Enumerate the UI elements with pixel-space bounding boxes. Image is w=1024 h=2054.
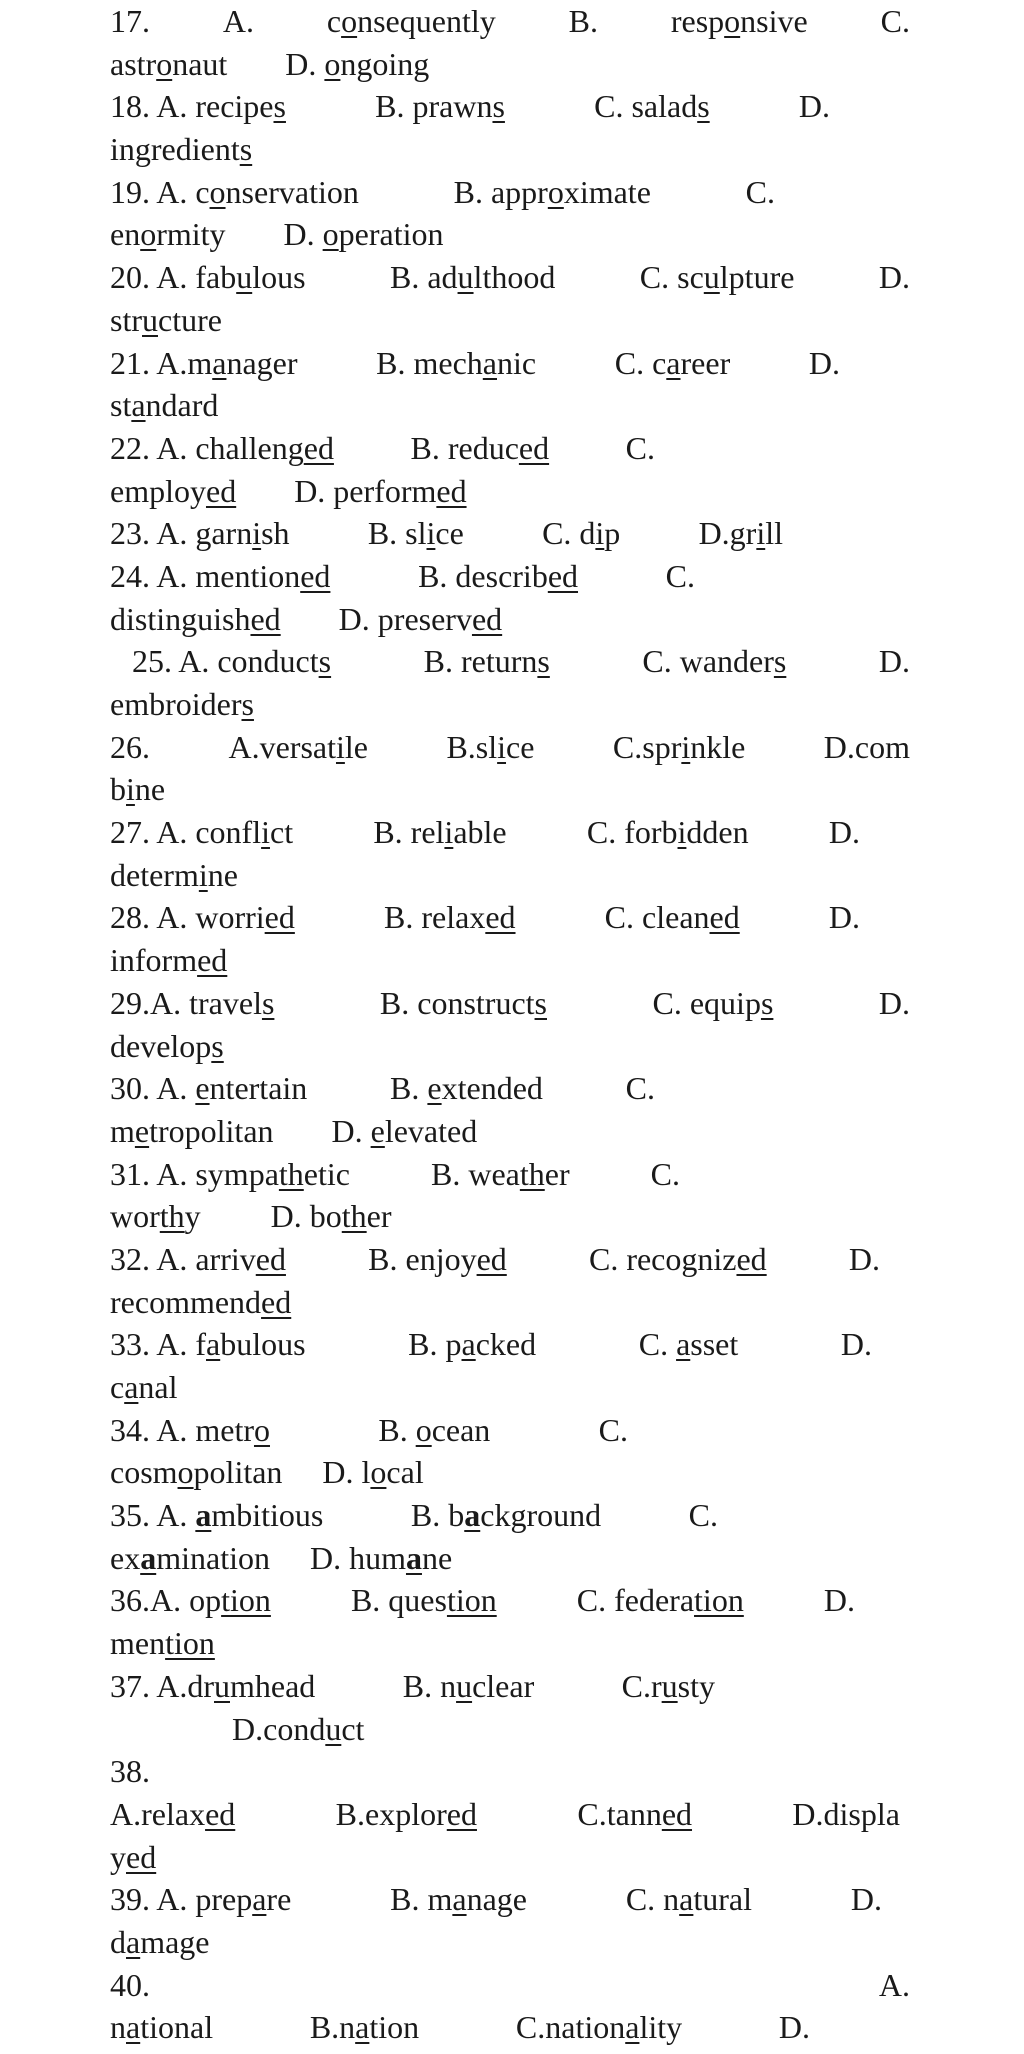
token: consequently (326, 3, 496, 39)
token: B. returns (423, 643, 550, 680)
token: 18. A. recipes (110, 88, 286, 125)
token: C. (745, 173, 775, 210)
token: D. local (322, 1454, 424, 1491)
token: B. mechanic (376, 344, 537, 381)
token: astronaut (110, 45, 228, 82)
token: C.sprinkle (612, 728, 746, 765)
token: 24. A. mentioned (110, 557, 331, 594)
token: 20. A. fabulous (110, 259, 306, 296)
sheet-line (110, 1622, 910, 1665)
token: 27. A. conflict (110, 814, 294, 851)
token: 26. (110, 728, 150, 765)
token: D. (808, 344, 840, 381)
token: D. (823, 1582, 855, 1619)
token: D. (828, 899, 860, 936)
sheet-line (110, 1878, 882, 1921)
token: structure (110, 301, 222, 338)
token: 31. A. sympathetic (110, 1155, 350, 1192)
sheet-line (110, 1409, 628, 1452)
sheet-line (110, 982, 910, 1025)
sheet-line (110, 299, 910, 342)
sheet-line (110, 1323, 872, 1366)
sheet-line (110, 768, 910, 811)
token: C. federation (576, 1582, 744, 1619)
token: B. nuclear (402, 1667, 535, 1704)
sheet-line (110, 171, 775, 214)
sheet-line (110, 598, 910, 641)
token: B. background (410, 1497, 602, 1534)
token: D. (798, 88, 830, 125)
sheet-line (110, 1537, 910, 1580)
token: 36.A. option (110, 1582, 271, 1619)
sheet-line (110, 1793, 900, 1836)
token: 25. A. conducts (132, 643, 332, 680)
token: D. (840, 1326, 872, 1363)
question-sheet (110, 0, 910, 2049)
token: D. ongoing (285, 45, 430, 82)
token: employed (110, 472, 237, 509)
token: cosmopolitan (110, 1454, 283, 1491)
token: informed (110, 942, 228, 979)
sheet-line (110, 1494, 718, 1537)
token: examination (110, 1539, 270, 1576)
token: D. elevated (331, 1112, 478, 1149)
token: bine (110, 771, 166, 808)
token: C. wanders (642, 643, 787, 680)
sheet-line (110, 1366, 910, 1409)
sheet-line (110, 1281, 910, 1324)
token: C. career (614, 344, 731, 381)
sheet-line (110, 854, 910, 897)
token: D. (850, 1881, 882, 1918)
token: C. (880, 3, 910, 39)
token: B. (568, 3, 598, 39)
sheet-line (110, 1708, 910, 1751)
token: responsive (670, 3, 808, 39)
token: 29.A. travels (110, 984, 275, 1021)
sheet-line (110, 43, 910, 86)
sheet-line (110, 1025, 910, 1068)
sheet-line (110, 85, 830, 128)
sheet-line (110, 1665, 715, 1708)
token: D. (828, 814, 860, 851)
token: 39. A. prepare (110, 1881, 292, 1918)
token: D. (878, 643, 910, 680)
sheet-line (110, 427, 655, 470)
token: D.grill (698, 515, 783, 552)
token: C. sculpture (639, 259, 795, 296)
sheet-line (110, 1750, 910, 1793)
sheet-line (110, 1451, 910, 1494)
token: mention (110, 1625, 215, 1662)
sheet-line (110, 1964, 910, 2007)
sheet-line (110, 1153, 680, 1196)
token: B. prawns (375, 88, 505, 125)
token: determine (110, 856, 238, 893)
token: C. (665, 557, 695, 594)
token: D. (778, 2009, 810, 2046)
token: C. (688, 1497, 718, 1534)
token: worthy (110, 1198, 201, 1235)
token: C. (625, 429, 655, 466)
sheet-line (110, 128, 910, 171)
token: 21. A.manager (110, 344, 298, 381)
token: 37. A.drumhead (110, 1667, 316, 1704)
token: A.relaxed (110, 1795, 236, 1832)
token: D. (848, 1240, 880, 1277)
sheet-line (110, 342, 840, 385)
sheet-line (110, 0, 910, 43)
token: B. manage (390, 1881, 527, 1918)
sheet-line (110, 1921, 910, 1964)
token: 34. A. metro (110, 1411, 270, 1448)
token: C. (598, 1411, 628, 1448)
token: D. preserved (338, 600, 503, 637)
token: C.tanned (577, 1795, 693, 1832)
sheet-line (110, 512, 783, 555)
token: 33. A. fabulous (110, 1326, 306, 1363)
token: B. packed (408, 1326, 537, 1363)
token: D. bother (270, 1198, 392, 1235)
token: C.rusty (621, 1667, 715, 1704)
sheet-line (110, 470, 910, 513)
token: C. dip (542, 515, 621, 552)
token: B. extended (390, 1070, 543, 1107)
sheet-line (110, 683, 910, 726)
token: D.com (823, 728, 910, 765)
token: B. reliable (373, 814, 507, 851)
token: B. adulthood (390, 259, 556, 296)
sheet-line (110, 1067, 655, 1110)
token: B. reduced (410, 429, 550, 466)
token: B. described (418, 557, 579, 594)
token: C. cleaned (604, 899, 740, 936)
token: develops (110, 1027, 224, 1064)
sheet-line (110, 1836, 910, 1879)
sheet-line (110, 1110, 910, 1153)
token: ingredients (110, 131, 253, 168)
token: C. (650, 1155, 680, 1192)
token: A. (222, 3, 254, 39)
token: D.displa (792, 1795, 900, 1832)
token: C. asset (638, 1326, 739, 1363)
token: 38. (110, 1753, 150, 1790)
token: 35. A. ambitious (110, 1497, 324, 1534)
token: 30. A. entertain (110, 1070, 308, 1107)
token: enormity (110, 216, 226, 253)
token: B. enjoyed (368, 1240, 507, 1277)
sheet-line (110, 1195, 910, 1238)
sheet-line (110, 384, 910, 427)
sheet-line (110, 213, 910, 256)
token: C. equips (652, 984, 774, 1021)
token: 17. (110, 3, 150, 39)
sheet-line (110, 726, 910, 769)
sheet-line (110, 1579, 855, 1622)
token: standard (110, 387, 219, 424)
token: B.explored (335, 1795, 477, 1832)
sheet-line (110, 939, 910, 982)
token: B. slice (367, 515, 464, 552)
token: 22. A. challenged (110, 429, 334, 466)
token: D. (878, 984, 910, 1021)
token: canal (110, 1369, 178, 1405)
token: D. humane (309, 1539, 453, 1576)
token: national (110, 2009, 214, 2046)
token: C. (625, 1070, 655, 1107)
token: D.conduct (232, 1710, 365, 1747)
token: C. natural (625, 1881, 753, 1918)
token: A. (878, 1966, 910, 2003)
sheet-line (110, 555, 695, 598)
token: B. approximate (453, 173, 651, 210)
token: D. (878, 259, 910, 296)
token: 23. A. garnish (110, 515, 290, 552)
token: 32. A. arrived (110, 1240, 286, 1277)
token: distinguished (110, 600, 281, 637)
token: D. performed (294, 472, 467, 509)
token: D. operation (283, 216, 444, 253)
token: B. constructs (379, 984, 547, 1021)
token: B.nation (309, 2009, 420, 2046)
token: B. ocean (378, 1411, 491, 1448)
token: B.slice (446, 728, 535, 765)
token: embroiders (110, 686, 254, 722)
token: recommended (110, 1283, 292, 1320)
token: B. relaxed (384, 899, 516, 936)
sheet-line (110, 640, 910, 683)
token: damage (110, 1923, 210, 1960)
sheet-line (110, 1238, 880, 1281)
token: 19. A. conservation (110, 173, 359, 210)
token: C. forbidden (586, 814, 749, 851)
sheet-line (110, 2006, 810, 2049)
token: B. weather (431, 1155, 570, 1192)
sheet-line (110, 811, 860, 854)
token: 40. (110, 1966, 150, 2003)
sheet-line (110, 256, 910, 299)
token: C.nationality (515, 2009, 683, 2046)
token: 28. A. worried (110, 899, 295, 936)
token: metropolitan (110, 1112, 274, 1149)
token: C. salads (594, 88, 710, 125)
token: B. question (350, 1582, 497, 1619)
sheet-line (110, 896, 860, 939)
token: yed (110, 1838, 157, 1875)
token: C. recognized (588, 1240, 767, 1277)
token: A.versatile (228, 728, 368, 765)
